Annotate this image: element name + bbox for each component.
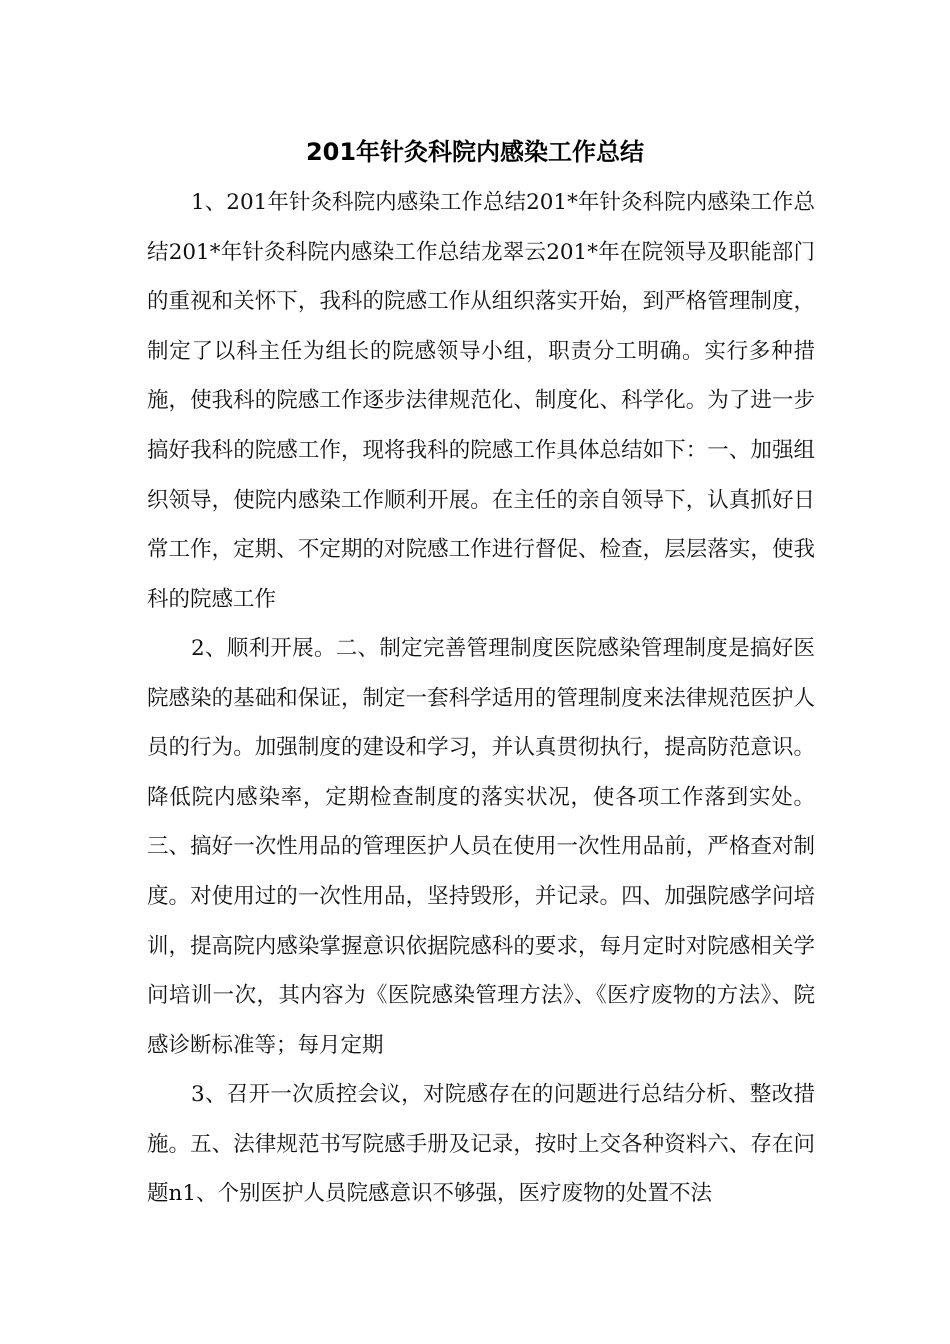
paragraph-1: 1、201年针灸科院内感染工作总结201*年针灸科院内感染工作总结201*年针灸科院内感染工作总结龙翠云201*年在院领导及职能部门的重视和关怀下，我科的院感工作从组织落实开始，到严格管理制度，制定了以科主任为组长的院感领导小组，职责分工明确。实行多种措施，使我科的院感工作逐步法律规范化、制度化、科学化。为了进一步搞好我科的院感工作，现将我科的院感工作具体总结如下：一、加强组织领导，使院内感染工作顺利开展。在主任的亲自领导下，认真抓好日常工作，定期、不定期的对院感工作进行督促、检查，层层落实，使我科的院感工作	[147, 190, 815, 612]
document-title: 201年针灸科院内感染工作总结	[305, 138, 645, 166]
paragraph-2: 2、顺利开展。二、制定完善管理制度医院感染管理制度是搞好医院感染的基础和保证，制定一套科学适用的管理制度来法律规范医护人员的行为。加强制度的建设和学习，并认真贯彻执行，提高防范意识。降低院内感染率，定期检查制度的落实状况，使各项工作落到实处。三、搞好一次性用品的管理医护人员在使用一次性用品前，严格查对制度。对使用过的一次性用品，坚持毁形，并记录。四、加强院感学问培训，提高院内感染掌握意识依据院感科的要求，每月定时对院感相关学问培训一次，其内容为《医院感染管理方法》、《医疗废物的方法》、院感诊断标准等；每月定期	[147, 636, 815, 1058]
paragraph-3: 3、召开一次质控会议，对院感存在的问题进行总结分析、整改措施。五、法律规范书写院感手册及记录，按时上交各种资料六、存在问题n1、个别医护人员院感意识不够强，医疗废物的处置不法	[147, 1082, 815, 1207]
